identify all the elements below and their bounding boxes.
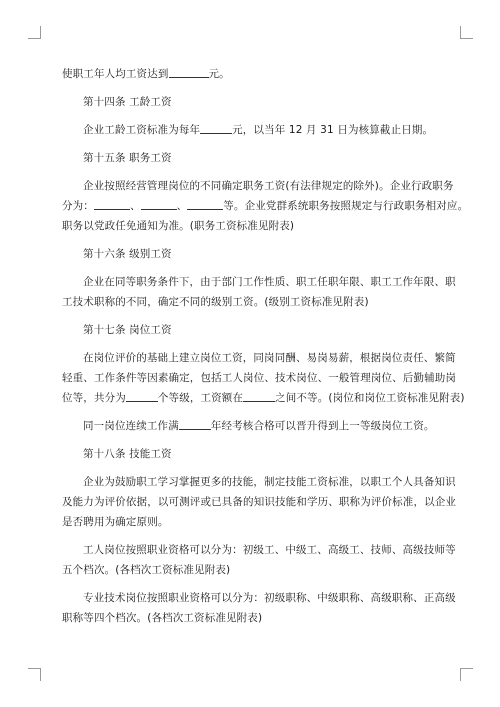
blank-underline — [187, 197, 223, 210]
text-segment: 年经考核合格可以晋升得到上一等级岗位工资。 — [210, 420, 435, 432]
article-17-heading: 第十七条 岗位工资 — [83, 324, 172, 336]
text-segment: 位等，共分为 — [62, 392, 126, 404]
article-14-heading: 第十四条 工龄工资 — [83, 96, 172, 108]
paragraph-line: 及能力为评价依据，以可测评或已具备的知识技能和学历、职称为评价标准，以企业 — [62, 496, 457, 508]
text-segment: 元。 — [208, 68, 230, 80]
paragraph-line: 工人岗位按照职业资格可以分为：初级工、中级工、高级工、技师、高级技师等 — [83, 544, 456, 556]
text-segment: 、 — [129, 200, 141, 212]
text-segment: 分为： — [62, 200, 94, 212]
paragraph-line: 职称等四个档次。(各档次工资标准见附表) — [62, 612, 263, 624]
blank-underline — [200, 121, 232, 134]
crop-mark-bottom-right — [460, 668, 473, 681]
crop-mark-top-right — [460, 26, 473, 39]
paragraph-line: 在岗位评价的基础上建立岗位工资，同岗同酬、易岗易薪，根据岗位责任、繁简 — [83, 352, 456, 364]
blank-underline — [169, 65, 209, 78]
blank-underline — [126, 389, 158, 402]
paragraph-line — [62, 388, 465, 408]
text-segment: 使职工年人均工资达到 — [62, 68, 169, 80]
paragraph-line: 企业为鼓励职工学习掌握更多的技能，制定技能工资标准，以职工个人具备知识 — [83, 476, 456, 488]
article-18-heading: 第十八条 技能工资 — [83, 448, 172, 460]
text-segment: 企业工龄工资标准为每年 — [83, 124, 201, 136]
text-segment: 元，以当年 12 月 31 日为核算截止日期。 — [232, 124, 434, 136]
paragraph-line — [62, 120, 438, 140]
article-16-heading: 第十六条 级别工资 — [83, 248, 172, 260]
crop-mark-bottom-left — [28, 668, 41, 681]
text-segment: 个等级，工资额在 — [157, 392, 244, 404]
text-segment: 等。企业党群系统职务按照规定与行政职务相对应。 — [223, 200, 469, 212]
paragraph-line: 是否聘用为确定原则。 — [62, 516, 169, 528]
blank-underline — [243, 389, 275, 402]
paragraph-line — [62, 196, 469, 216]
blank-underline — [94, 197, 130, 210]
article-15-heading: 第十五条 职务工资 — [83, 152, 172, 164]
paragraph-line: 专业技术岗位按照职业资格可以分为：初级职称、中级职称、高级职称、正高级 — [83, 592, 456, 604]
paragraph-line: 职务以党政任免通知为准。(职务工资标准见附表) — [62, 220, 295, 232]
paragraph-line: 五个档次。(各档次工资标准见附表) — [62, 564, 231, 576]
blank-underline — [179, 417, 211, 430]
paragraph-line — [62, 64, 438, 84]
paragraph-line: 企业在同等职务条件下，由于部门工作性质、职工任职年限、职工工作年限、职 — [83, 276, 456, 288]
blank-underline — [141, 197, 177, 210]
paragraph-line: 工技术职称的不同，确定不同的级别工资。(级别工资标准见附表) — [62, 296, 369, 308]
paragraph-line: 企业按照经营管理岗位的不同确定职务工资(有法律规定的除外)。企业行政职务 — [83, 180, 454, 192]
text-segment: 同一岗位连续工作满 — [83, 420, 179, 432]
document-body — [62, 64, 469, 628]
paragraph-line: 轻重、工作条件等因素确定，包括工人岗位、技术岗位、一般管理岗位、后勤辅助岗 — [62, 372, 457, 384]
crop-mark-top-left — [28, 26, 41, 39]
text-segment: 、 — [176, 200, 188, 212]
text-segment: 之间不等。(岗位和岗位工资标准见附表) — [275, 392, 465, 404]
paragraph-line — [62, 416, 438, 436]
